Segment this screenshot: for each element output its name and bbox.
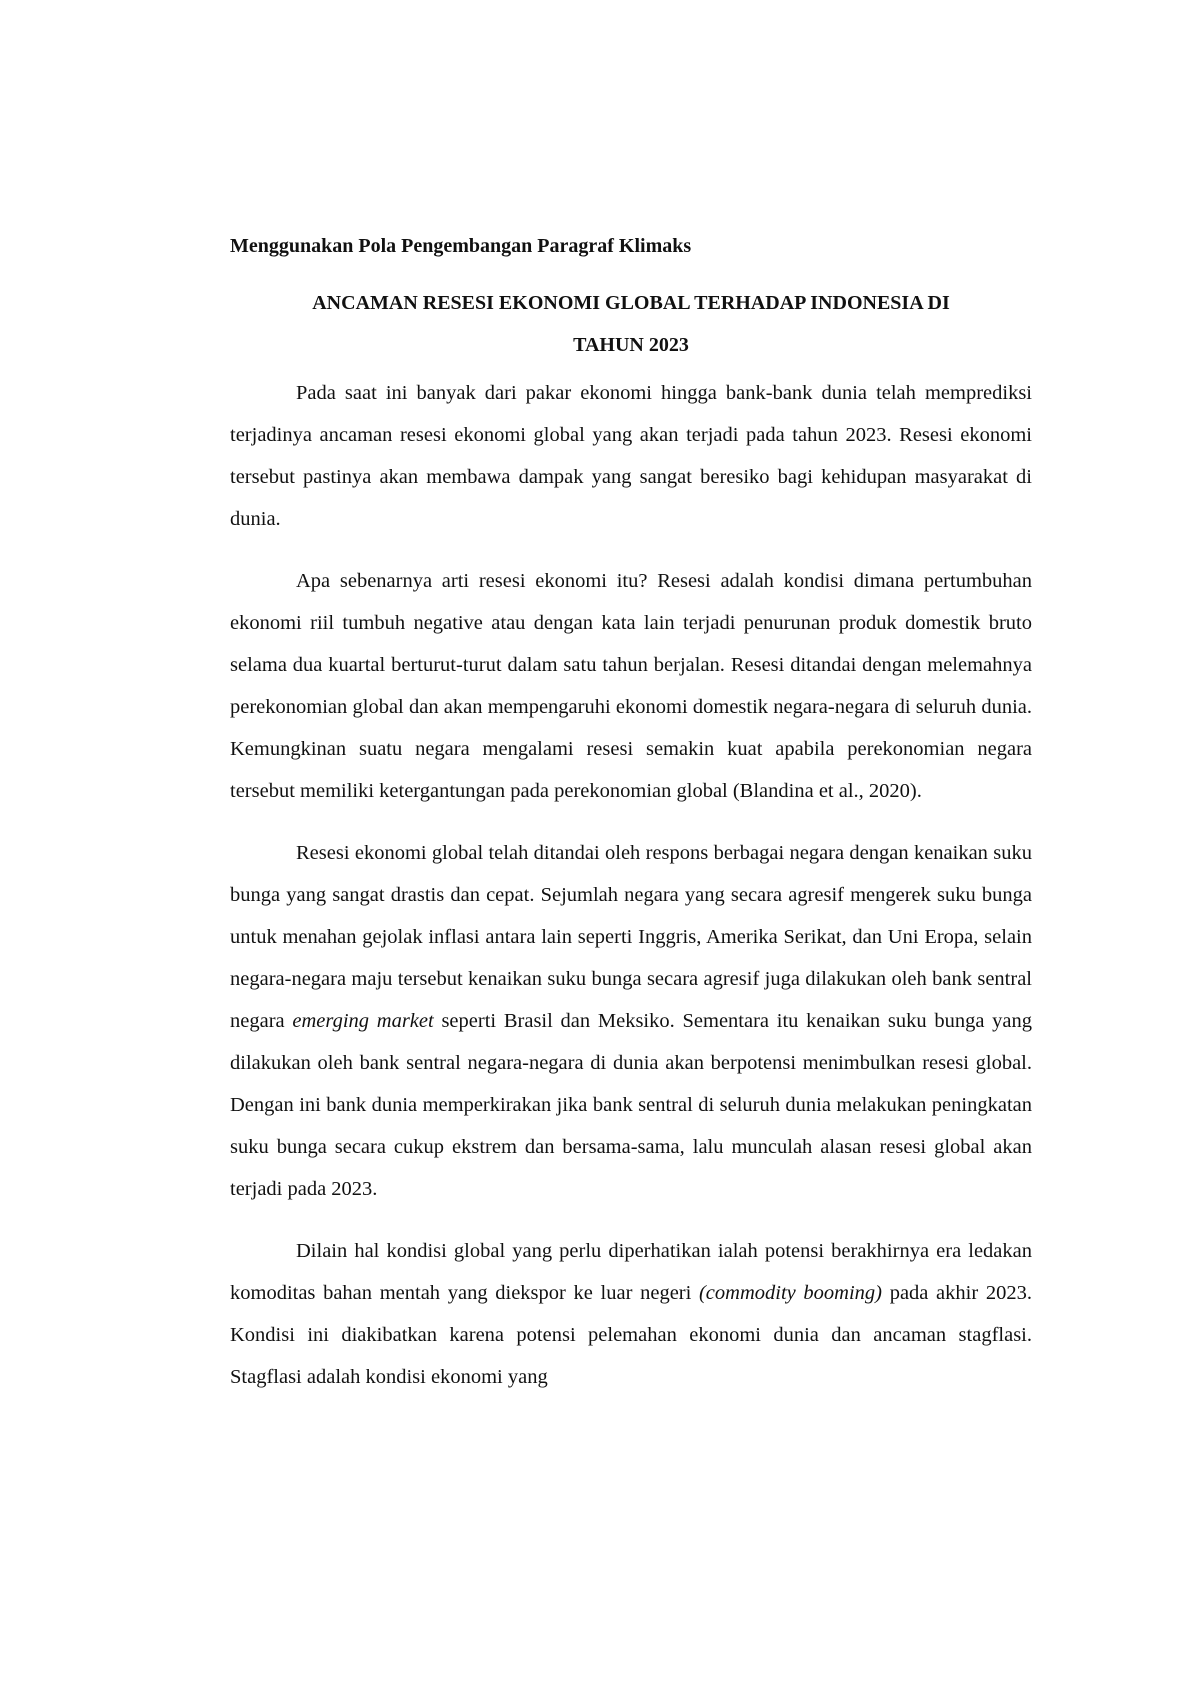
- paragraph-4-text-a: Dilain hal kondisi global yang perlu diperhatikan ialah potensi berakhirnya era ledakan komoditas bahan mentah yang diekspor ke luar negeri: [230, 1240, 1032, 1304]
- paragraph-1: Pada saat ini banyak dari pakar ekonomi hingga bank-bank dunia telah memprediksi terjadinya ancaman resesi ekonomi global yang akan terjadi pada tahun 2023. Resesi ekonomi tersebut pastinya akan membawa dampak yang sangat beresiko bagi kehidupan masyarakat di dunia.: [230, 382, 1032, 530]
- paragraph-4-text-b: pada akhir 2023. Kondisi ini diakibatkan karena potensi pelemahan ekonomi dunia dan ancaman stagflasi. Stagflasi adalah kondisi ekonomi yang: [230, 1282, 1032, 1388]
- paragraph-4-emphasis: (commodity booming): [698, 1282, 883, 1304]
- paragraph-3: [230, 832, 1032, 1210]
- paragraph-3-emphasis: emerging market: [292, 1010, 434, 1032]
- section-heading: Menggunakan Pola Pengembangan Paragraf Klimaks: [230, 235, 692, 257]
- article-title-line-2: TAHUN 2023: [573, 334, 689, 356]
- article-title-line-1: ANCAMAN RESESI EKONOMI GLOBAL TERHADAP INDONESIA DI: [312, 292, 950, 314]
- paragraph-3-text-b: seperti Brasil dan Meksiko. Sementara itu kenaikan suku bunga yang dilakukan oleh bank sentral negara-negara di dunia akan berpotensi menimbulkan resesi global. Dengan ini bank dunia memperkirakan jika bank sentral di seluruh dunia melakukan peningkatan suku bunga secara cukup ekstrem dan bersama-sama, lalu munculah alasan resesi global akan terjadi pada 2023.: [230, 1010, 1033, 1200]
- paragraph-2: Apa sebenarnya arti resesi ekonomi itu? Resesi adalah kondisi dimana pertumbuhan ekonomi riil tumbuh negative atau dengan kata lain terjadi penurunan produk domestik bruto selama dua kuartal berturut-turut dalam satu tahun berjalan. Resesi ditandai dengan melemahnya perekonomian global dan akan mempengaruhi ekonomi domestik negara-negara di seluruh dunia. Kemungkinan suatu negara mengalami resesi semakin kuat apabila perekonomian negara tersebut memiliki ketergantungan pada perekonomian global (Blandina et al., 2020).: [230, 570, 1032, 802]
- article-title: [230, 282, 1032, 366]
- document-page: [230, 232, 1032, 1418]
- paragraph-4: [230, 1230, 1032, 1398]
- paragraph-3-text-a: Resesi ekonomi global telah ditandai oleh respons berbagai negara dengan kenaikan suku bunga yang sangat drastis dan cepat. Sejumlah negara yang secara agresif mengerek suku bunga untuk menahan gejolak inflasi antara lain seperti Inggris, Amerika Serikat, dan Uni Eropa, selain negara-negara maju tersebut kenaikan suku bunga secara agresif juga dilakukan oleh bank sentral negara: [230, 842, 1032, 1032]
